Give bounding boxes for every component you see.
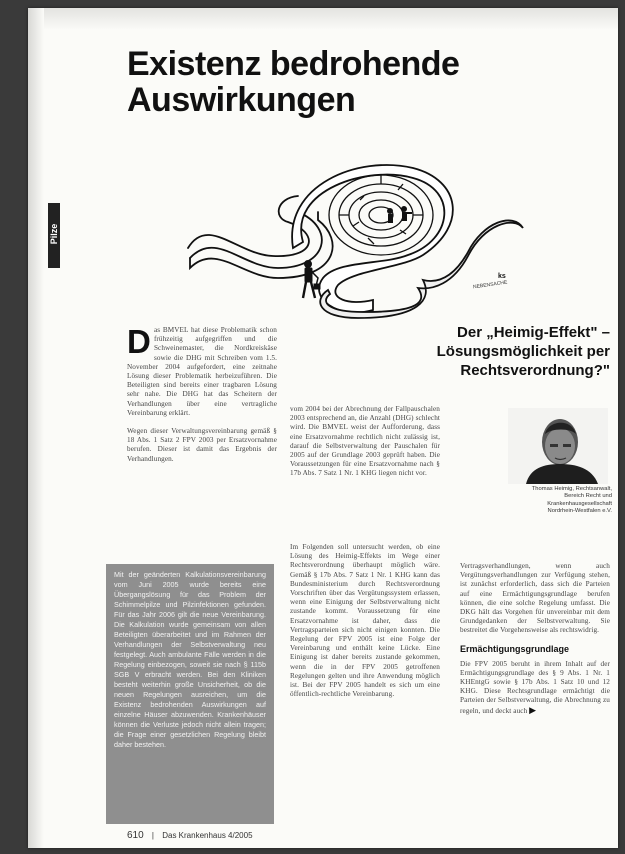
subheading-line-3: Rechtsverordnung?" xyxy=(460,362,610,379)
column-3-text-2-content: Die FPV 2005 beruht in ihrem Inhalt auf der Ermächtigungsgrundlage des § 9 Abs. 1 Nr. 1 KHEntgG sowie § 17b Abs. 1 Satz 10 und 12 KHG. Diese Rechtsgrundlage ermächtigt die Parteien der Selbstverwaltung, die Abrechnung zu regeln, und deckt auch xyxy=(460,659,610,715)
photo-caption xyxy=(480,486,612,516)
info-box-text: Mit der geänderten Kalkulationsvereinbarung vom Juni 2005 wurde bereits eine Übergangslösung für das Problem der Schimmelpilze und Pilzinfektionen gefunden. Für das Jahr 2006 gilt die neue Vereinbarung. Die Kalkulation wurde gemeinsam von allen Beteiligten überarbeitet und im Rahmen der Verhandlungen der Selbstverwaltung neu festgelegt. Auch ambulante Fälle werden in die Regelung einbezogen, soweit sie nach § 115b SGB V erbracht werden. Bei den Kliniken besteht weiterhin große Unsicherheit, ob die neuen Regelungen ausreichen, um die Existenz bedrohenden Auswirkungen auf einzelne Häuser abzuwenden. Krankenhäuser können die Verluste jedoch nicht allein tragen; die Frage einer gesetzlichen Regelung bleibt daher bestehen. xyxy=(114,570,266,749)
footer-separator: | xyxy=(151,831,154,840)
title-line-2: Auswirkungen xyxy=(127,81,356,119)
title-line-1: Existenz bedrohende xyxy=(127,45,460,83)
scan-shadow-left xyxy=(28,8,44,848)
column-3-bottom xyxy=(460,556,610,716)
illustrator-signature: NEBENSACHE xyxy=(472,279,508,291)
drop-cap: D xyxy=(127,323,151,360)
svg-text:ks: ks xyxy=(498,273,506,280)
column-2-bottom-text: Im Folgenden soll untersucht werden, ob eine Lösung des Heimig-Effekts im Wege einer Rechtsverordnung überhaupt möglich wäre. Gemäß § 17b Abs. 7 Satz 1 Nr. 1 KHG kann das Bundesministerium durch Rechtsverordnung Vorschriften über das Vergütungssystem erlassen, wenn eine Einigung der Selbstverwaltung nicht zustande kommt. Voraussetzung für eine Ersatzvornahme ist daher, dass die Vertragsparteien sich nicht einigen konnten. Die Regelung der FPV 2005 ist eine Folge der Vereinbarung und enthält keine Lücke. Eine Einigung ist daher bereits zustande gekommen, wenn die in der FPV 2005 getroffenen Regelungen gelten und ihre Anwendung möglich ist. Bei der FPV 2005 handelt es sich um eine öffentlich-rechtliche Vereinbarung. xyxy=(290,543,440,699)
column-2-top-text: vom 2004 bei der Abrechnung der Fallpauschalen 2003 entsprechend an, die Anzahl (DHG) schlecht wird. Die BMVEL weist der Aufforderung, dass eine Ersatzvornahme rechtlich nicht zulässig ist, darauf die Selbstverwaltung der Pauschalen für 2005 auf der Grundlage 2003 geprüft haben. Die Voraussetzungen für eine Ersatzvornahme nach § 17b Abs. 7 Satz 1 Nr. 1 KHG liegen nicht vor. xyxy=(290,405,440,478)
column-3-text-2 xyxy=(460,660,610,716)
column-3-text-1: Vertragsverhandlungen, wenn auch Vergütungsverhandlungen zur Verfügung stehen, ist zunächst erforderlich, dass sich die Parteien auf eine Ermächtigungsgrundlage berufen können, die eine solche Regelung umfasst. Die DKG hält das Vorgehen für unvereinbar mit dem Grundgedanken der Selbstverwaltung. Sie bestreitet die Vorgehensweise als rechtswidrig. xyxy=(460,562,610,635)
section-heading-ermaechtigung: Ermächtigungsgrundlage xyxy=(460,643,570,654)
photo-caption-line-1: Thomas Heimig, Rechtsanwalt, xyxy=(531,486,612,492)
continue-arrow-icon: ▶ xyxy=(529,704,537,715)
photo-caption-line-3: Krankenhausgesellschaft xyxy=(547,500,612,507)
column-2-bottom xyxy=(290,543,440,699)
intro-column xyxy=(127,323,277,464)
section-tab xyxy=(48,203,60,268)
author-photo xyxy=(508,408,608,484)
article-title xyxy=(127,46,459,118)
photo-caption-line-2: Bereich Recht und xyxy=(564,493,612,500)
info-box xyxy=(106,564,274,824)
paragraph-maze-illustration xyxy=(168,160,528,320)
intro-paragraph-2: Wegen dieser Verwaltungsvereinbarung gemäß § 18 Abs. 1 Satz 2 FPV 2003 per Ersatzvornahme berufen. Dieser ist damit das Ergebnis der Verhandlungen. xyxy=(127,427,277,463)
page-number: 610 xyxy=(127,830,144,841)
scan-shadow-top xyxy=(28,8,618,30)
page-footer xyxy=(127,830,253,841)
intro-paragraph-1-text: as BMVEL hat diese Problematik schon frühzeitig aufgegriffen und die Schweinemaster, die Nordkreiskäse sowie die DHG mit Schreiben vom 1.5. November 2004 aufgefordert, eine zeitnahe Lösung dieser Problematik herbeizuführen. Die Beteiligten sind bereits einer tragbaren Lösung sehr nahe. Die DHG hat das Scheitern der Verhandlungen über eine vertragliche Vereinbarung erklärt. xyxy=(127,326,277,417)
subheading-line-2: Lösungsmöglichkeit per xyxy=(436,343,610,360)
section-subheading xyxy=(288,323,610,380)
section-tab-label: Pilze xyxy=(49,223,59,245)
column-2-top xyxy=(290,405,440,479)
photo-caption-line-4: Nordrhein-Westfalen e.V. xyxy=(547,508,612,515)
publication-source: Das Krankenhaus 4/2005 xyxy=(162,831,253,840)
intro-paragraph-1 xyxy=(127,323,277,418)
magazine-page xyxy=(28,8,618,848)
subheading-line-1: Der „Heimig-Effekt" – xyxy=(457,324,610,341)
